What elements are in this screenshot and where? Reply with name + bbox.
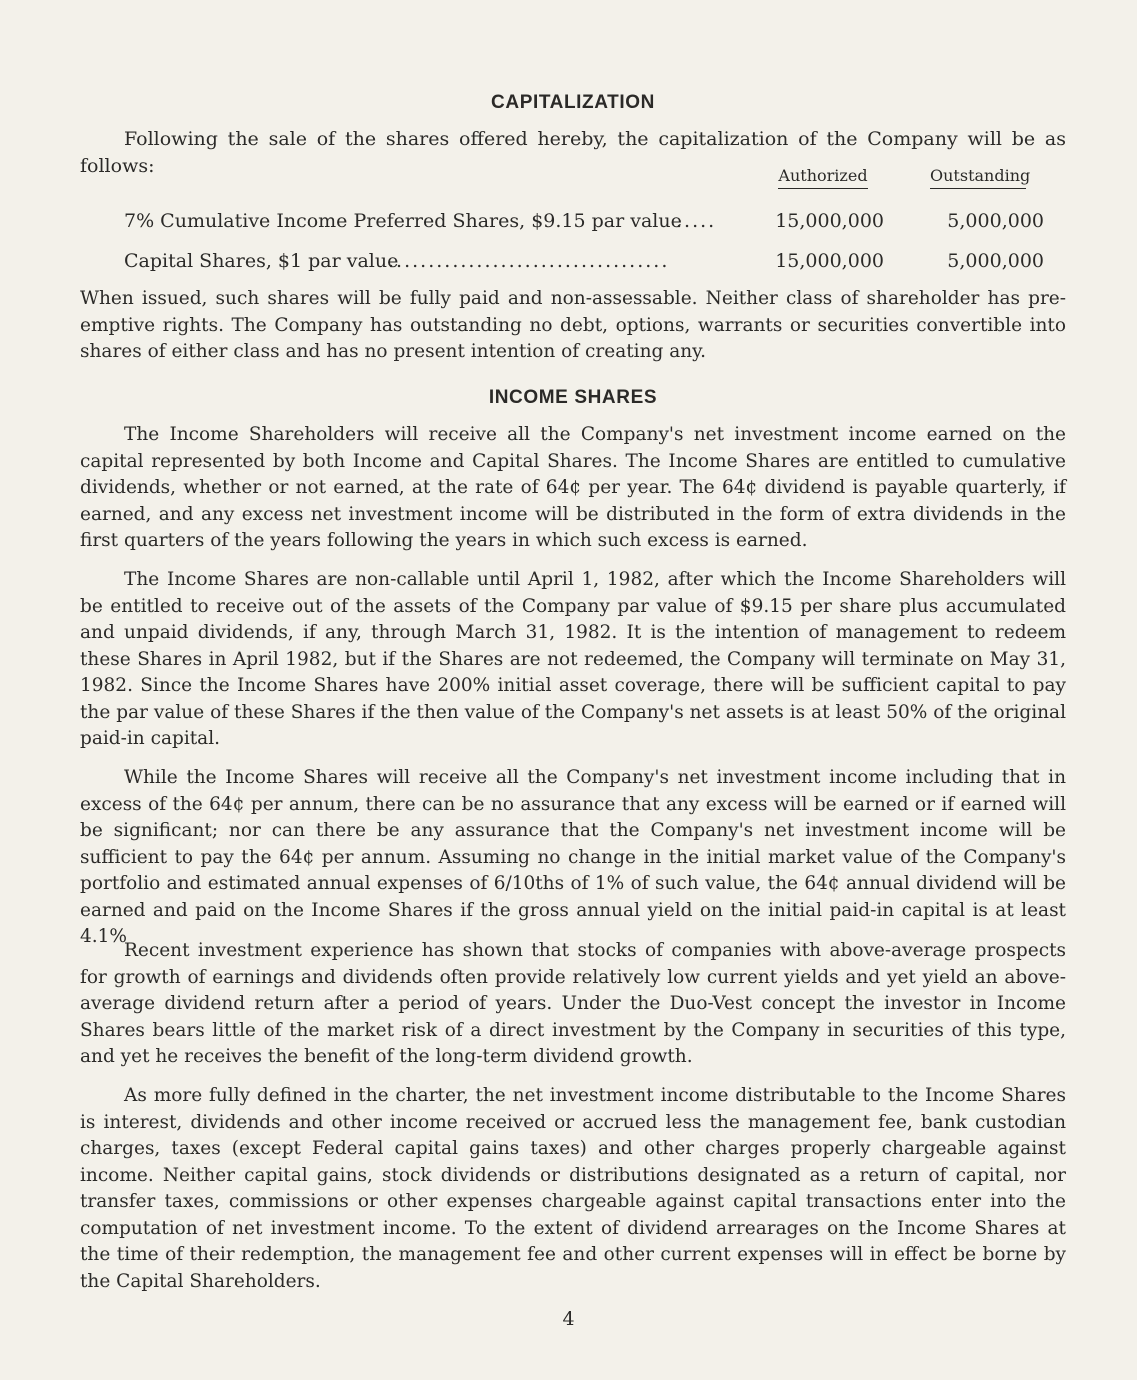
column-header-outstanding: Outstanding — [930, 166, 1026, 189]
row-label: 7% Cumulative Income Preferred Shares, $9.15 par value — [124, 210, 682, 232]
paragraph: As more fully defined in the charter, the net investment income distributable to the Income Shares is interest, dividends and other income received or accrued less the management fee, bank custodian charges, taxes (except Federal capital gains taxes) and other charges properly chargeable against income. Neither capital gains, stock dividends or distributions designated as a return of capital, nor transfer taxes, commissions or other expenses chargeable against capital transactions enter into the computation of net investment income. To the extent of dividend arrearages on the Income Shares at the time of their redemption, the management fee and other current expenses will in effect be borne by the Capital Shareholders. — [80, 1085, 1066, 1292]
table-row — [124, 250, 1066, 280]
capitalization-table — [80, 166, 1066, 281]
paragraph: While the Income Shares will receive all the Company's net investment income including that in excess of the 64¢ per annum, there can be no assurance that any excess will be earned or if earned will be significant; nor can there be any assurance that the Company's net investment income will be sufficient to pay the 64¢ per annum. Assuming no change in the initial market value of the Company's portfolio and estimated annual expenses of 6/10ths of 1% of such value, the 64¢ annual dividend will be earned and paid on the Income Shares if the gross annual yield on the initial paid-in capital is at least 4.1% — [80, 767, 1066, 947]
capitalization-heading: CAPITALIZATION — [491, 92, 655, 113]
capitalization-intro: Following the sale of the shares offered hereby, the capitalization of the Company will be as follows: — [80, 128, 1066, 177]
authorized-value: 15,000,000 — [775, 210, 884, 232]
paragraph: Recent investment experience has shown that stocks of companies with above-average prospects for growth of earnings and dividends often provide relatively low current yields and yet yield an above-average dividend return after a period of years. Under the Duo-Vest concept the investor in Income Shares bears little of the market risk of a direct investment by the Company in securities of this type, and yet he receives the benefit of the long-term dividend growth. — [80, 940, 1066, 1067]
capitalization-section — [80, 92, 1066, 114]
leader-dots: ................................... — [388, 250, 670, 272]
capitalization-note: When issued, such shares will be fully paid and non-assessable. Neither class of shareholder has pre-emptive rights. The Company has outstanding no debt, options, warrants or securities convertible into shares of either class and has no present intention of creating any. — [80, 288, 1066, 362]
authorized-value: 15,000,000 — [775, 250, 884, 272]
row-label: Capital Shares, $1 par value — [124, 250, 399, 272]
table-row — [124, 210, 1066, 240]
leader-dots: ..... — [676, 210, 717, 232]
income-shares-section — [80, 387, 1066, 409]
paragraph: The Income Shares are non-callable until April 1, 1982, after which the Income Shareholders will be entitled to receive out of the assets of the Company par value of $9.15 per share plus accumulated and unpaid dividends, if any, through March 31, 1982. It is the intention of management to redeem these Shares in April 1982, but if the Shares are not redeemed, the Company will terminate on May 31, 1982. Since the Income Shares have 200% initial asset coverage, there will be sufficient capital to pay the par value of these Shares if the then value of the Company's net assets is at least 50% of the original paid-in capital. — [80, 569, 1066, 749]
income-shares-heading: INCOME SHARES — [488, 387, 658, 408]
column-header-authorized: Authorized — [778, 166, 868, 189]
outstanding-value: 5,000,000 — [947, 250, 1044, 272]
outstanding-value: 5,000,000 — [947, 210, 1044, 232]
page-number: 4 — [562, 1308, 575, 1330]
paragraph: The Income Shareholders will receive all the Company's net investment income earned on the capital represented by both Income and Capital Shares. The Income Shares are entitled to cumulative dividends, whether or not earned, at the rate of 64¢ per year. The 64¢ dividend is payable quarterly, if earned, and any excess net investment income will be distributed in the form of extra dividends in the first quarters of the years following the years in which such excess is earned. — [80, 424, 1066, 551]
